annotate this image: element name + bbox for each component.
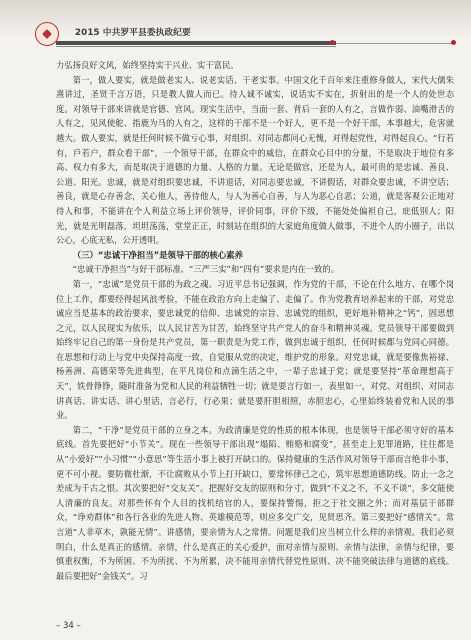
header-rule-thin xyxy=(56,46,336,47)
main-text xyxy=(56,58,454,583)
paragraph: 力弘扬良好文风，始终坚持实干兴业、实干富民。 xyxy=(56,60,239,70)
header-rule-thick xyxy=(56,41,336,45)
running-header-title: 2015 中共罗平县委执政纪要 xyxy=(75,28,191,38)
page-number: – 34 – xyxy=(56,621,81,631)
paragraph: 第一，“忠诚”是党员干部的为政之魂。习近平总书记强调，作为党的干部，不论在什么地方、在哪个岗位上工作，都要经得起风浪考验，不能在政治方向上走偏了、走偏了。作为党教育培养起来的干部，对党忠诚应当是基本的政治要求，要忠诚党的信仰、忠诚党的宗旨、忠诚党的组织，更好地补精神之“钙”，固思想之元，以人民现实为依乐，以人民甘苦为甘苦，始终坚守共产党人的奋斗和精神灵魂。党员领导干部要做到始终牢记自己的第一身份是共产党员，第一职责是为党工作，做到忠诚于组织，任何时候都与党同心同德。在思想和行动上与党中央保持高度一致，自觉服从党的决定，维护党的形象。对党忠诚，就是要像焦裕禄、杨善洲、高德荣等先进典型，在平凡岗位和点滴生活之中，一辈子忠诚于党；就是要坚持“革命理想高于天”，铁骨铮铮，随时准备为党和人民的利益牺牲一切；就是要言行如一，表里如一，对党、对组织、对同志讲真话、讲实话、讲心里话，言必行，行必果；就是要肝胆相照，赤胆忠心，心里始终装着党和人民的事业。 xyxy=(56,278,454,421)
header-dot-icon xyxy=(330,40,335,45)
section-heading: （三）“忠诚干净担当”是领导干部的核心素养 xyxy=(72,249,243,260)
header-rule-right xyxy=(336,43,454,44)
header-background xyxy=(0,0,471,38)
paragraph: 第一，做人要实，就是做老实人、说老实话、干老实事。中国文化千百年来注重修身做人，宋代大儒朱熹讲过，圣贤千言万语，只是教人做人而已。待人诚不诚实，说话实不实在，折射出的是一个人的处世态度。对领导干部来讲就是官德、官风。现实生活中，当面一套、背后一套的人有之，言做作弱、油嘴滑舌的人有之，见风使舵、指鹿为马的人有之，这样的干部不是一个好人，更不是一个好干部，本事越大，危害就越大。做人要实，就是任何时候不做亏心事，对组织、对同志都问心无愧，对得起党性，对得起良心。“行若有，戶若户，群众看干部”，一个领导干部，在群众中的威信，在群众心目中的分量，不是取决于地位有多高、权力有多大，而是取决于道德的力量、人格的力量。无论是做官，还是为人，最可贵的是忠诚、善良、公道、阳光。忠诚，就是对组织要忠诚，不讲退话，对同志要忠诚，不讲假话，对群众要忠诚，不讲空话；善良，就是心存善念，关心他人，善待他人，与人为善心自善，与人为恶心自恶；公道，就是客观公正地对待人和事，不能讲在个人利益立场上评价领导，评价同事，评价下级，不能处处偏袒自己，庇低别人；阳光，就是光明磊落，坦坦荡荡，堂堂正正，时刻站在组织的大家庭角度做人做事，不进个人的小圈子，出以公心，心底无私，公开透明。 xyxy=(56,74,454,246)
paragraph: 第二，“干净”是党员干部的立身之本。为政清廉是党的性质的根本体现，也是领导干部必须守好的基本底线。首先要把好“小节关”。现在一些领导干部出现“塌陷、贿赂和腐变”，甚至走上犯罪道路，往往都是从“小爱好”“小习惯”“小意思”等生活小事上被打开缺口的。保持健康的生活作风对领导干部而言绝非小事，更不可小视。要防微杜渐，不让腐败从小节上打开缺口，要常怀律己之心，筑牢思想道德防线。防止一念之差成为千古之恨。其次要把好“交友关”。把握好交友的原则和分寸，做到“不义之不，不义不谈”，多交能使人清廉的良友。对那些怀有个人目的找机结官的人，要保持警惕，拒之于社交圈之外；而对基层干部群众，“诤劝群体”和各行各业的先进人物、英雄模范等，则应多交广交，见贤思齐。第三要把好“感情关”。常言道“人非草木，孰能无情”。讲感情，要亲情为人之常情。问题是我们应当树立什么样的亲情观。我们必须明白，什么是真正的感情。亲情，什么是真正的关心爱护，面对亲情与原则、亲情与法律，亲情与纪律，要慎重权衡，不为所困、不为所扰、不为所累，决不能用亲情代替党性原则、决不能突破法律与道德的底线。最后要把好“金钱关”。习 xyxy=(56,424,454,581)
header-dot-icon xyxy=(451,40,456,45)
paragraph: “忠诚干净担当”与好干部标准、“三严三实”和“四有”要求是内在一致的。 xyxy=(72,264,339,275)
